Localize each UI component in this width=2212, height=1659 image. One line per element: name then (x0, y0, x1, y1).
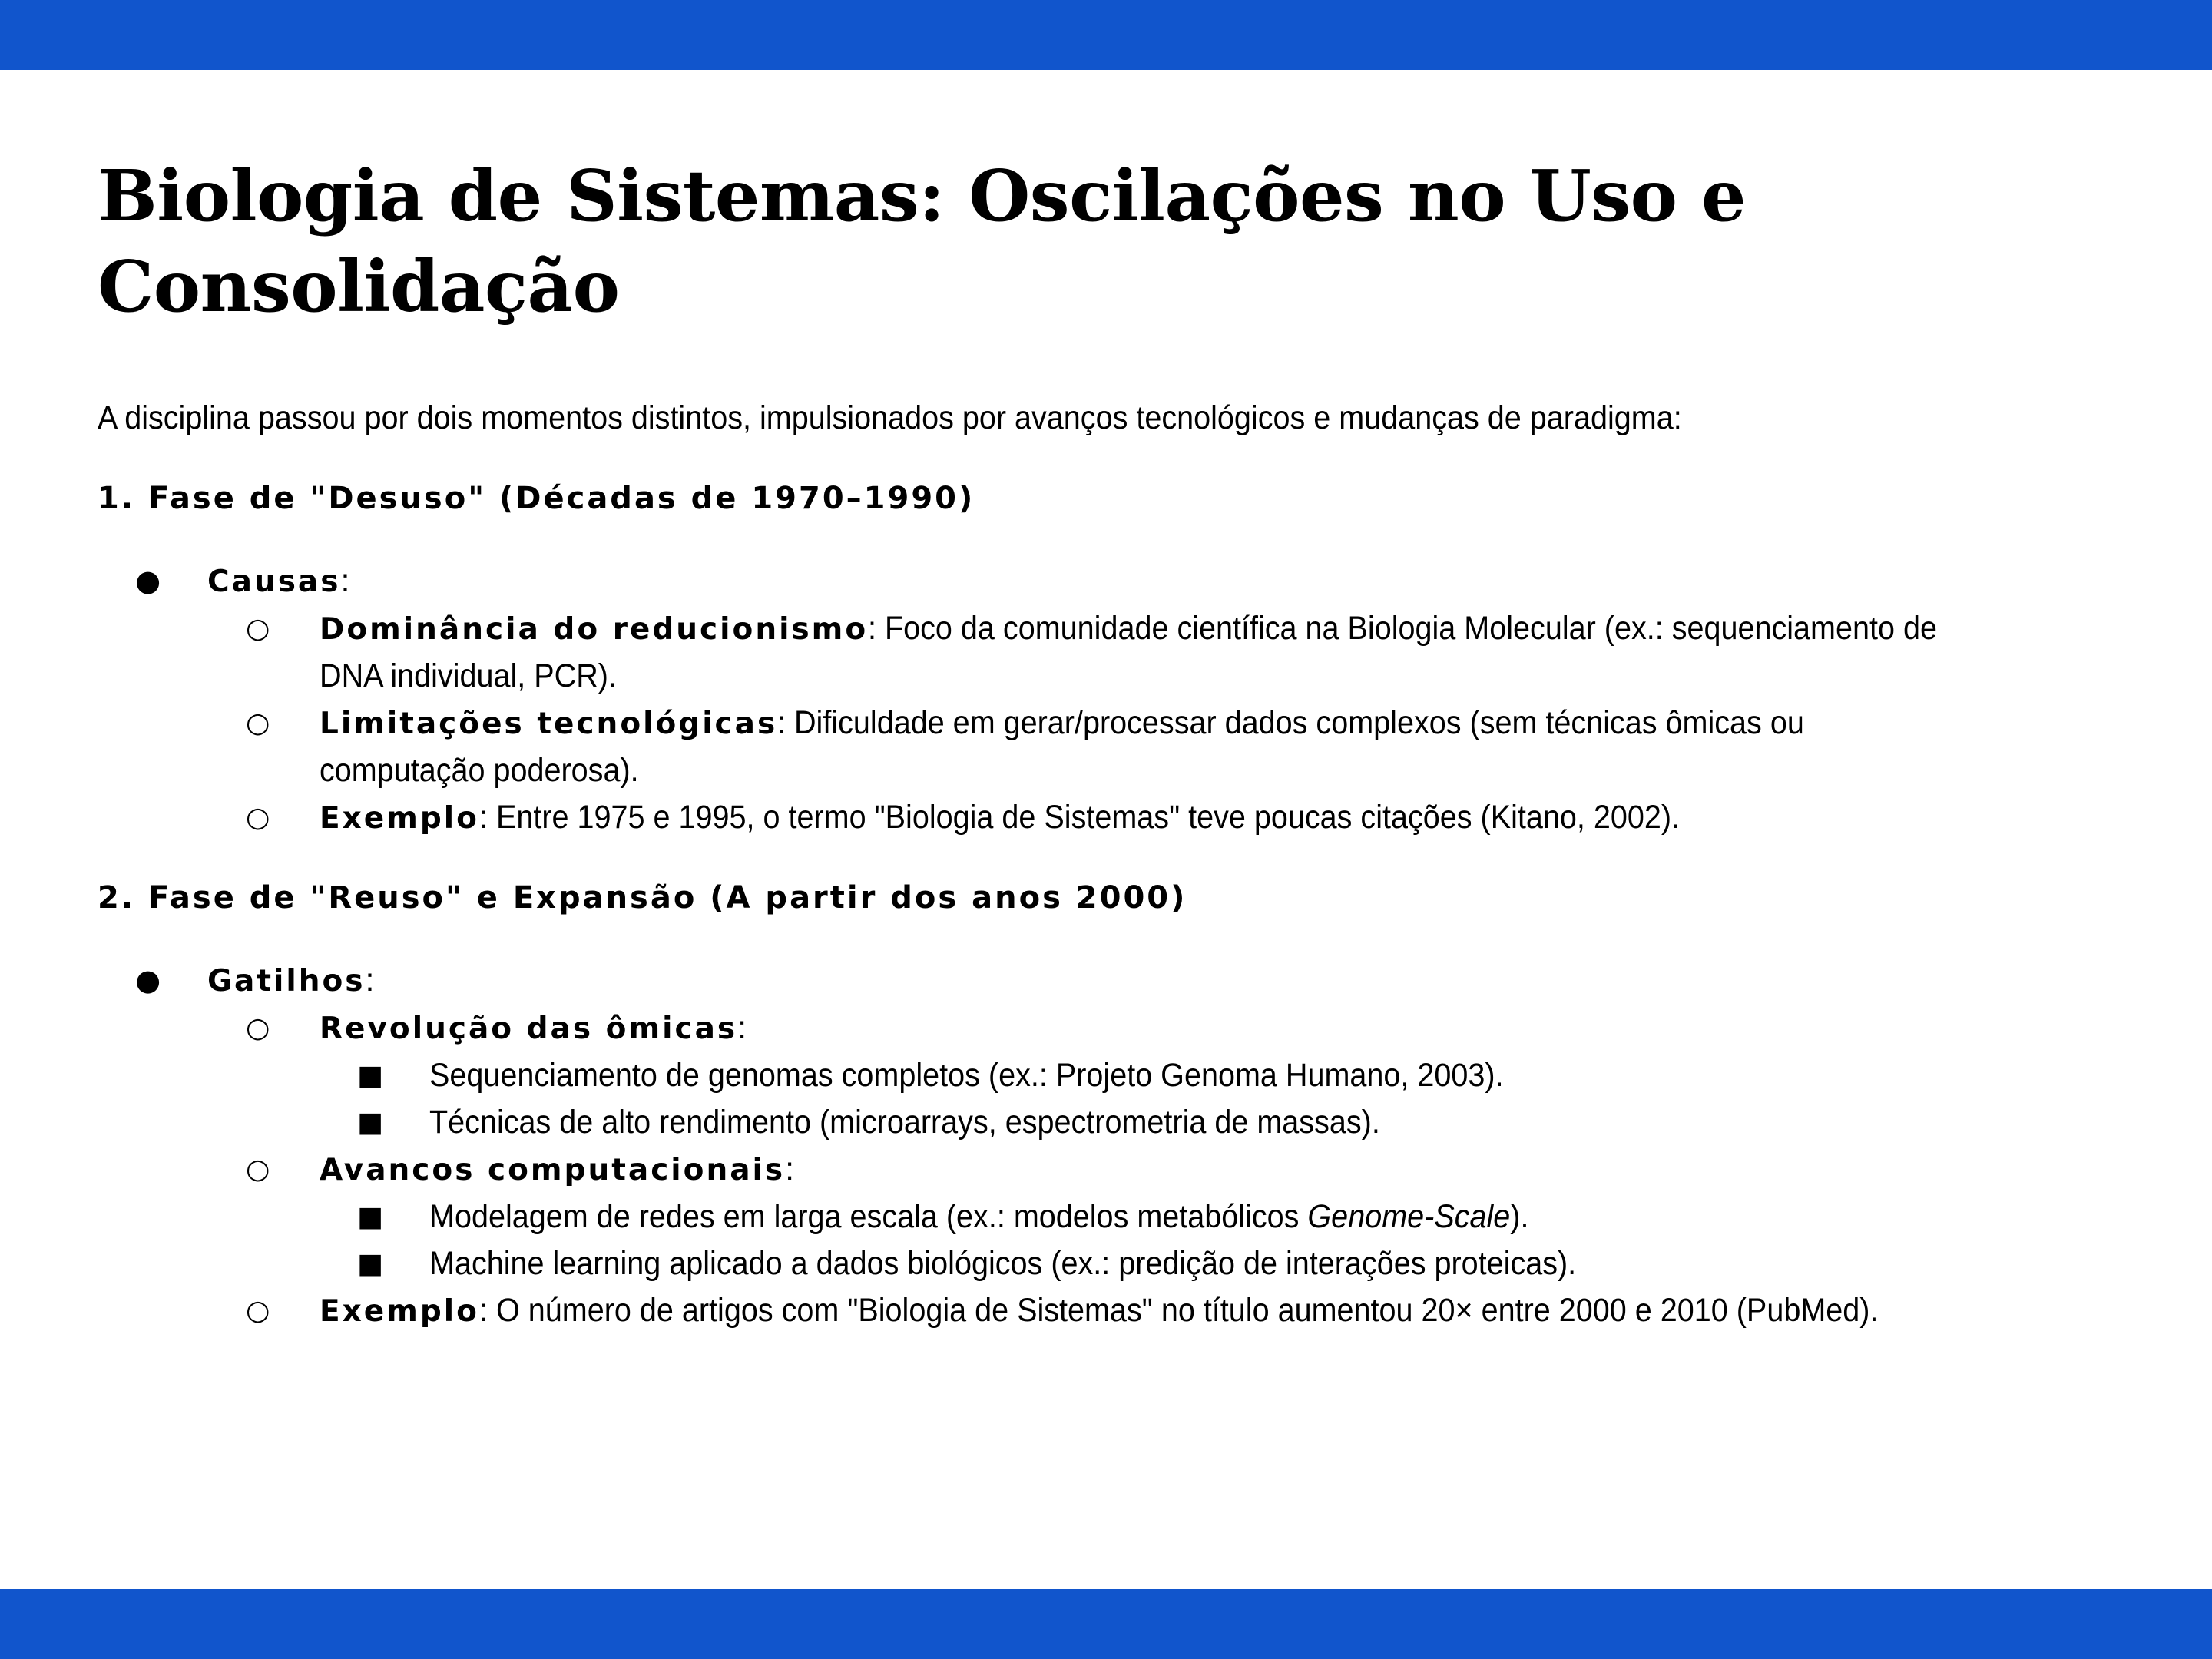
list-item-dominancia (98, 605, 2110, 700)
item-text: Sequenciamento de genomas completos (ex.: Projeto Genoma Humano, 2003). (429, 1057, 1504, 1094)
section-1-heading: 1. Fase de "Desuso" (Décadas de 1970–1990) (98, 481, 975, 516)
term-label: Causas (207, 565, 341, 599)
term-label: Avancos computacionais (320, 1153, 786, 1187)
item-text: : Dificuldade em gerar/processar dados complexos (sem técnicas ômicas ou (777, 704, 1805, 741)
list-item-sequenciamento (98, 1052, 2110, 1099)
item-text: : Entre 1975 e 1995, o termo "Biologia de Sistemas" teve poucas citações (Kitano, 2002). (478, 799, 1681, 836)
list-item-exemplo-2 (98, 1287, 2110, 1335)
term-label: Gatilhos (207, 964, 366, 998)
term-label: Exemplo (320, 801, 479, 836)
term-label: Dominância do reducionismo (320, 612, 869, 647)
filled-square-bullet-icon: ■ (357, 1201, 384, 1233)
item-text-continued: DNA individual, PCR). (320, 657, 617, 694)
item-text: Machine learning aplicado a dados biológicos (ex.: predição de interações proteicas). (429, 1245, 1577, 1282)
term-label: Exemplo (320, 1294, 479, 1329)
intro-paragraph: A disciplina passou por dois momentos distintos, impulsionados por avanços tecnológicos e mudanças de paradigma: (98, 399, 1682, 436)
list-item-limitacoes (98, 700, 2110, 794)
list-item-gatilhos: ● Gatilhos: (98, 957, 2110, 1005)
filled-square-bullet-icon: ■ (357, 1060, 384, 1091)
filled-circle-bullet-icon: ● (135, 564, 161, 598)
filled-square-bullet-icon: ■ (357, 1248, 384, 1280)
section-2-heading: 2. Fase de "Reuso" e Expansão (A partir dos anos 2000) (98, 880, 1187, 916)
section-2-list (98, 957, 2110, 1335)
slide-title: Biologia de Sistemas: Oscilações no Uso e Consolidação (98, 154, 1747, 328)
list-item-omicas: ○ Revolução das ômicas: (98, 1005, 2110, 1052)
item-text-end: ). (1510, 1198, 1529, 1235)
list-item-machine-learning (98, 1240, 2110, 1287)
hollow-circle-bullet-icon: ○ (246, 1012, 270, 1044)
hollow-circle-bullet-icon: ○ (246, 707, 270, 739)
filled-circle-bullet-icon: ● (135, 963, 161, 997)
list-item-computacionais: ○ Avancos computacionais: (98, 1146, 2110, 1194)
filled-square-bullet-icon: ■ (357, 1107, 384, 1138)
item-text: : Foco da comunidade científica na Biologia Molecular (ex.: sequenciamento de (868, 610, 1938, 647)
top-accent-bar (0, 0, 2212, 70)
list-item-alto-rendimento (98, 1099, 2110, 1146)
list-item-exemplo-1 (98, 794, 2110, 842)
term-label: Limitações tecnológicas (320, 707, 778, 741)
item-text: Técnicas de alto rendimento (microarrays, espectrometria de massas). (429, 1104, 1380, 1141)
item-text: Modelagem de redes em larga escala (ex.: modelos metabólicos (429, 1198, 1308, 1235)
hollow-circle-bullet-icon: ○ (246, 1295, 270, 1326)
bottom-accent-bar (0, 1589, 2212, 1659)
item-text-continued: computação poderosa). (320, 752, 639, 789)
list-item-modelagem (98, 1194, 2110, 1240)
item-text-italic: Genome-Scale (1307, 1198, 1511, 1235)
list-item-causas: ● Causas: (98, 558, 2110, 605)
term-label: Revolução das ômicas (320, 1012, 738, 1046)
section-1-list (98, 558, 2110, 842)
hollow-circle-bullet-icon: ○ (246, 613, 270, 644)
item-text: : O número de artigos com "Biologia de Sistemas" no título aumentou 20× entre 2000 e 2010 (PubMed). (478, 1292, 1879, 1329)
slide-content (98, 151, 2110, 1329)
hollow-circle-bullet-icon: ○ (246, 1154, 270, 1185)
hollow-circle-bullet-icon: ○ (246, 802, 270, 833)
